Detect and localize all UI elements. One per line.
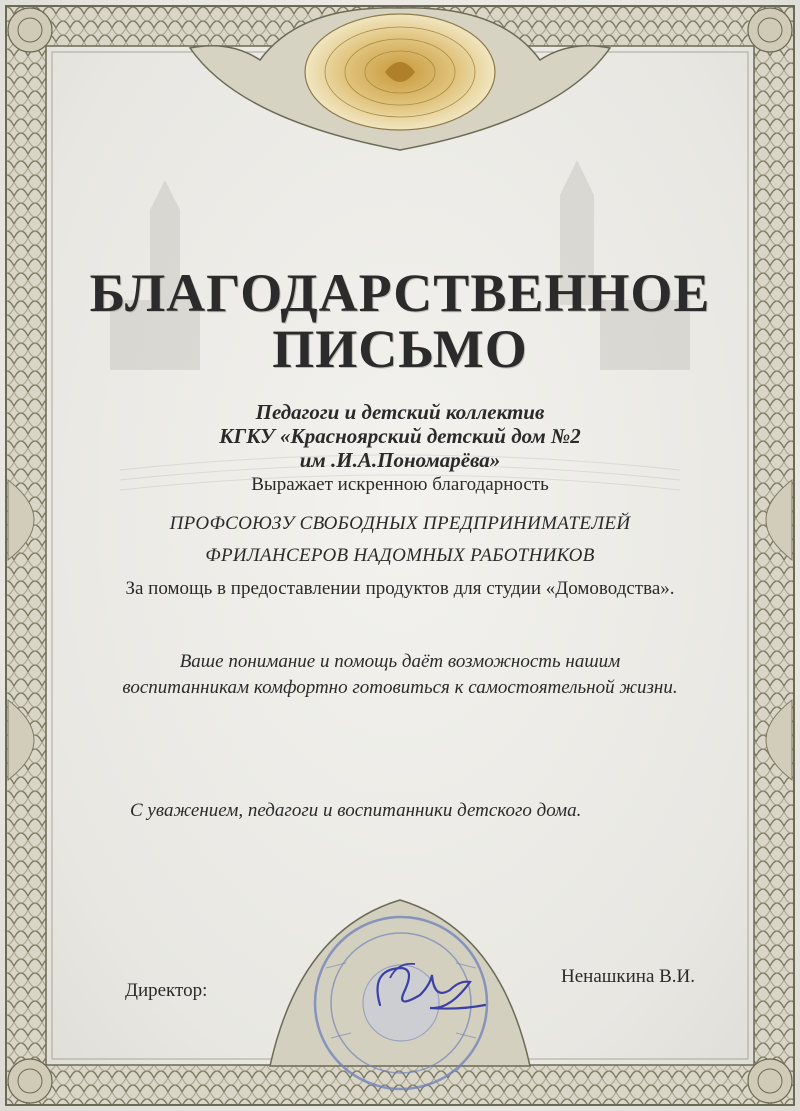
director-signature — [360, 950, 500, 1030]
expression-text: Выражает искренною благодарность — [251, 474, 549, 495]
sender-line-1: Педагоги и детский коллектив — [255, 400, 545, 424]
reason-text: За помощь в предоставлении продуктов для студии «Домоводства». — [125, 578, 675, 599]
message-line-1: Ваше понимание и помощь даёт возможность нашим — [179, 651, 621, 672]
message-line-2: воспитанникам комфортно готовиться к самостоятельной жизни. — [122, 677, 678, 698]
recipient-line-1: ПРОФСОЮЗУ СВОБОДНЫХ ПРЕДПРИНИМАТЕЛЕЙ — [169, 513, 631, 534]
sender-line-3: им .И.А.Пономарёва» — [299, 448, 501, 472]
sender-line-2: КГКУ «Красноярский детский дом №2 — [219, 424, 581, 448]
closing-text: С уважением, педагоги и воспитанники детского дома. — [130, 800, 582, 821]
director-name: Ненашкина В.И. — [561, 966, 696, 987]
recipient-line-2: ФРИЛАНСЕРОВ НАДОМНЫХ РАБОТНИКОВ — [205, 545, 595, 566]
director-label: Директор: — [125, 980, 208, 1001]
title-line-1: БЛАГОДАРСТВЕННОЕ — [89, 263, 711, 323]
title-line-2: ПИСЬМО — [272, 319, 528, 379]
